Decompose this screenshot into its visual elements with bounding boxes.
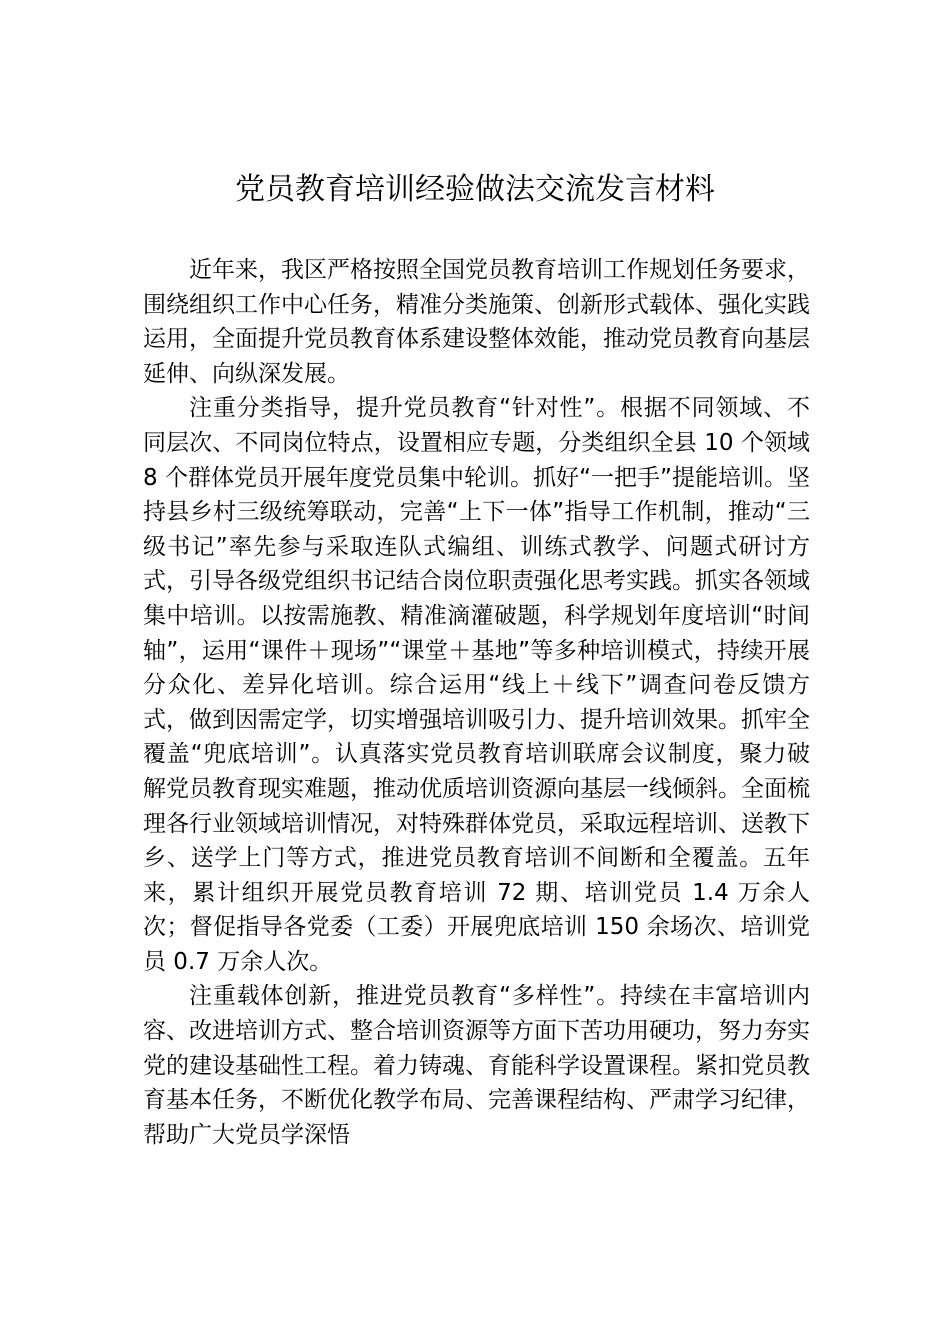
paragraph-classified-guidance: 注重分类指导，提升党员教育“针对性”。根据不同领域、不同层次、不同岗位特点，设置相应专题，分类组织全县 10 个领域 8 个群体党员开展年度党员集中轮训。抓好“一把手”提能培训。坚持县乡村三级统筹联动，完善“上下一体”指导工作机制，推动“三级书记”率先参与采取连队式编组、训练式教学、问题式研讨方式，引导各级党组织书记结合岗位职责强化思考实践。抓实各领域集中培训。以按需施教、精准滴灌破题，科学规划年度培训“时间轴”，运用“课件＋现场”“课堂＋基地”等多种培训模式，持续开展分众化、差异化培训。综合运用“线上＋线下”调查问卷反馈方式，做到因需定学，切实增强培训吸引力、提升培训效果。抓牢全覆盖“兜底培训”。认真落实党员教育培训联席会议制度，聚力破解党员教育现实难题，推动优质培训资源向基层一线倾斜。全面梳理各行业领域培训情况，对特殊群体党员，采取远程培训、送教下乡、送学上门等方式，推进党员教育培训不间断和全覆盖。五年来，累计组织开展党员教育培训 72 期、培训党员 1.4 万余人次；督促指导各党委（工委）开展兜底培训 150 余场次、培训党员 0.7 万余人次。 (143, 395, 810, 975)
paragraph-carrier-innovation: 注重载体创新，推进党员教育“多样性”。持续在丰富培训内容、改进培训方式、整合培训资源等方面下苦功用硬功，努力夯实党的建设基础性工程。着力铸魂、育能科学设置课程。紧扣党员教育基本任务，不断优化教学布局、完善课程结构、严肃学习纪律，帮助广大党员学深悟 (143, 983, 810, 1148)
paragraph-intro: 近年来，我区严格按照全国党员教育培训工作规划任务要求，围绕组织工作中心任务，精准分类施策、创新形式载体、强化实践运用，全面提升党员教育体系建设整体效能，推动党员教育向基层延伸、向纵深发展。 (143, 257, 810, 387)
document-title: 党员教育培训经验做法交流发言材料 (235, 172, 715, 207)
document-body (143, 253, 810, 1152)
